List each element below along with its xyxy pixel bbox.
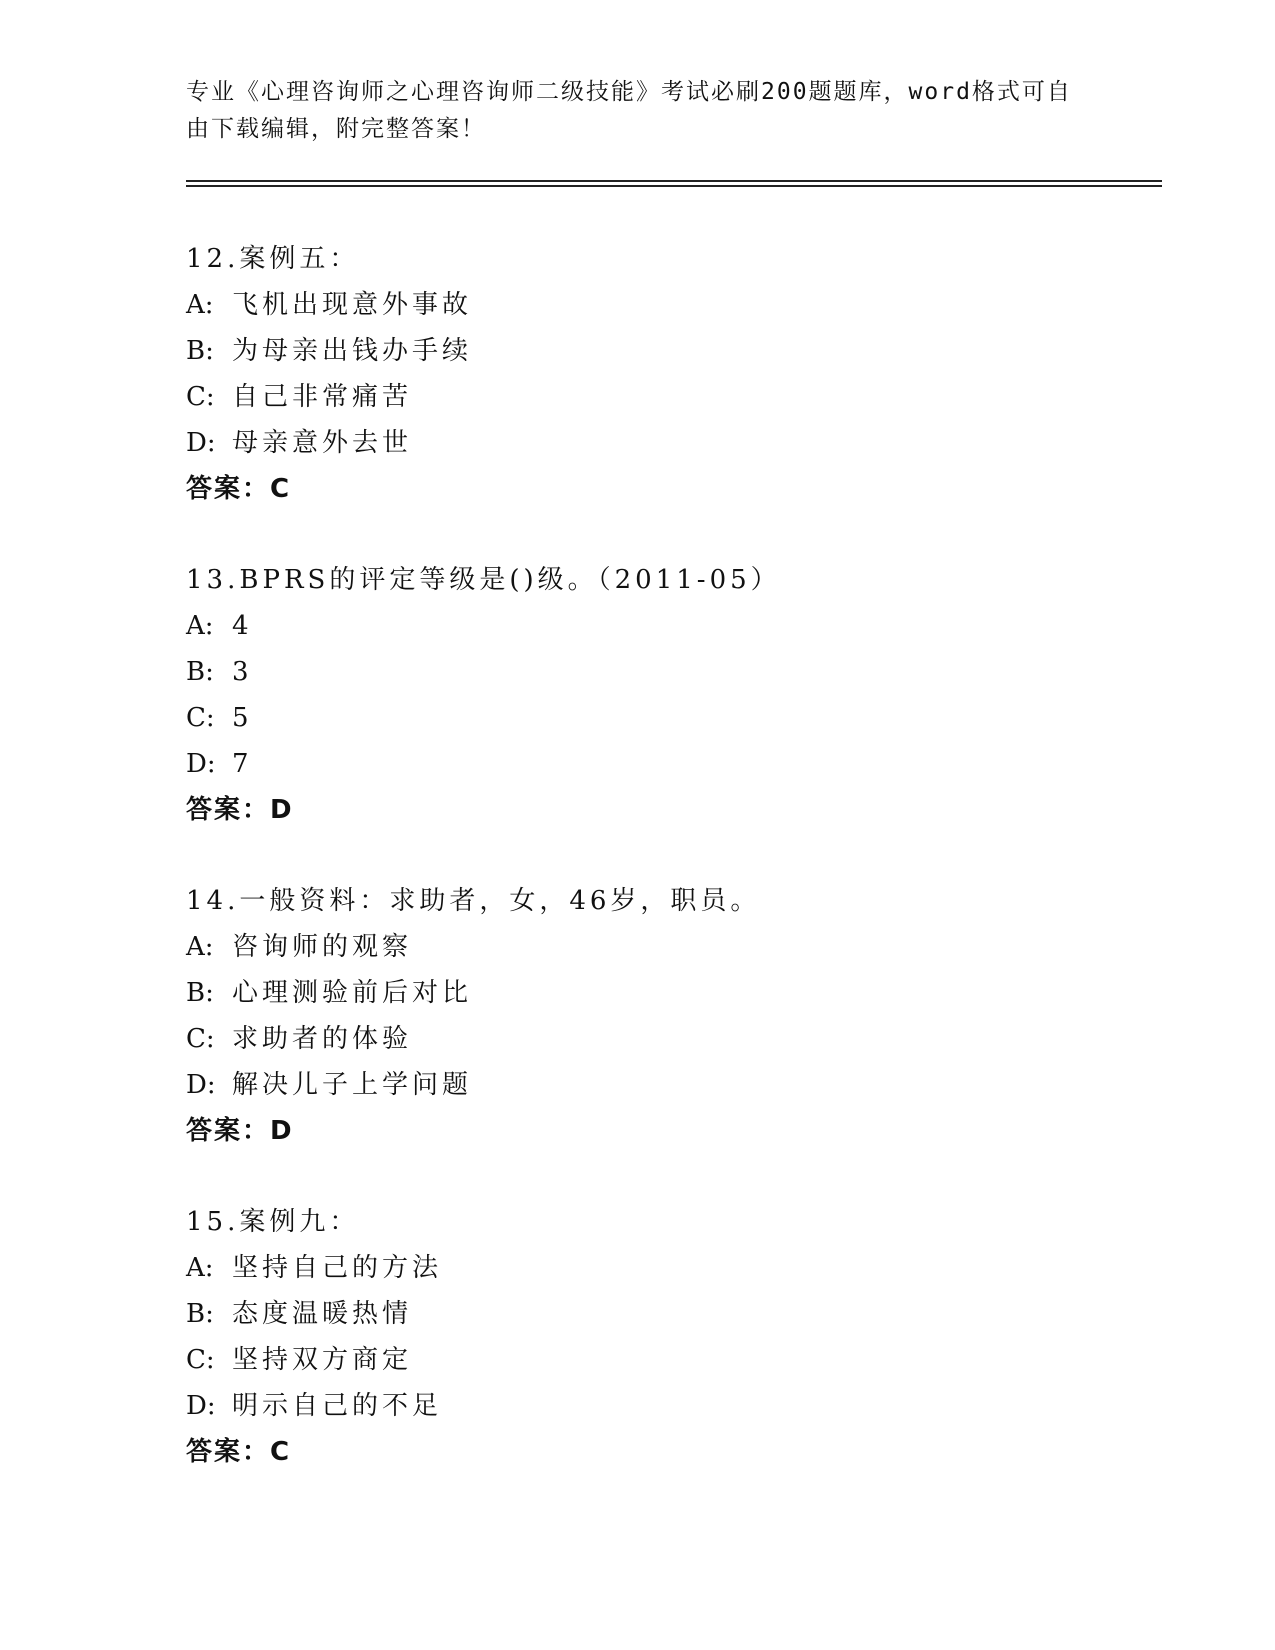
option-key: D: [186,428,216,458]
option-b [186,1291,1146,1337]
question-12 [186,236,1146,512]
document-header: 专业《心理咨询师之心理咨询师二级技能》考试必刷200题题库，word格式可自由下载编辑，附完整答案！ [186,79,1072,142]
option-key: C: [186,382,215,412]
option-key: C: [186,703,215,733]
option-a [186,282,1146,328]
option-text: 坚持自己的方法 [232,1253,443,1283]
option-c [186,1016,1146,1062]
answer-line: 答案：C [186,474,292,504]
option-text: 母亲意外去世 [232,428,413,458]
option-d [186,1062,1146,1108]
option-key: D: [186,1391,216,1421]
option-key: B: [186,657,214,687]
option-key: A: [186,611,214,641]
option-text: 明示自己的不足 [232,1391,443,1421]
option-d [186,1383,1146,1429]
option-key: B: [186,978,214,1008]
option-text: 解决儿子上学问题 [232,1070,473,1100]
option-key: C: [186,1345,215,1375]
option-text: 咨询师的观察 [232,932,413,962]
option-a [186,1245,1146,1291]
option-text: 5 [232,703,253,733]
option-c [186,1337,1146,1383]
option-text: 态度温暖热情 [232,1299,413,1329]
option-a [186,603,1146,649]
header-divider-bottom [186,185,1162,187]
option-text: 为母亲出钱办手续 [232,336,473,366]
option-key: C: [186,1024,215,1054]
option-a [186,924,1146,970]
header-divider-top [186,180,1162,182]
question-stem: 15.案例九： [186,1207,360,1237]
question-stem: 12.案例五： [186,244,360,274]
option-key: B: [186,336,214,366]
option-d [186,420,1146,466]
option-b [186,649,1146,695]
option-text: 4 [232,611,253,641]
answer-line: 答案：D [186,795,294,825]
option-key: B: [186,1299,214,1329]
question-14 [186,878,1146,1154]
question-stem: 14.一般资料：求助者，女，46岁，职员。 [186,886,761,916]
option-text: 坚持双方商定 [232,1345,413,1375]
option-text: 飞机出现意外事故 [232,290,473,320]
option-key: A: [186,932,214,962]
option-key: A: [186,290,214,320]
option-text: 求助者的体验 [232,1024,413,1054]
option-c [186,374,1146,420]
answer-line: 答案：D [186,1116,294,1146]
option-b [186,970,1146,1016]
option-key: A: [186,1253,214,1283]
option-text: 3 [232,657,253,687]
option-d [186,741,1146,787]
option-c [186,695,1146,741]
option-key: D: [186,1070,216,1100]
question-stem: 13.BPRS的评定等级是()级。（2011-05） [186,565,781,595]
option-text: 7 [232,749,253,779]
question-15 [186,1199,1146,1475]
option-text: 自己非常痛苦 [232,382,413,412]
option-key: D: [186,749,216,779]
option-b [186,328,1146,374]
option-text: 心理测验前后对比 [232,978,473,1008]
answer-line: 答案：C [186,1437,292,1467]
question-13 [186,557,1146,833]
